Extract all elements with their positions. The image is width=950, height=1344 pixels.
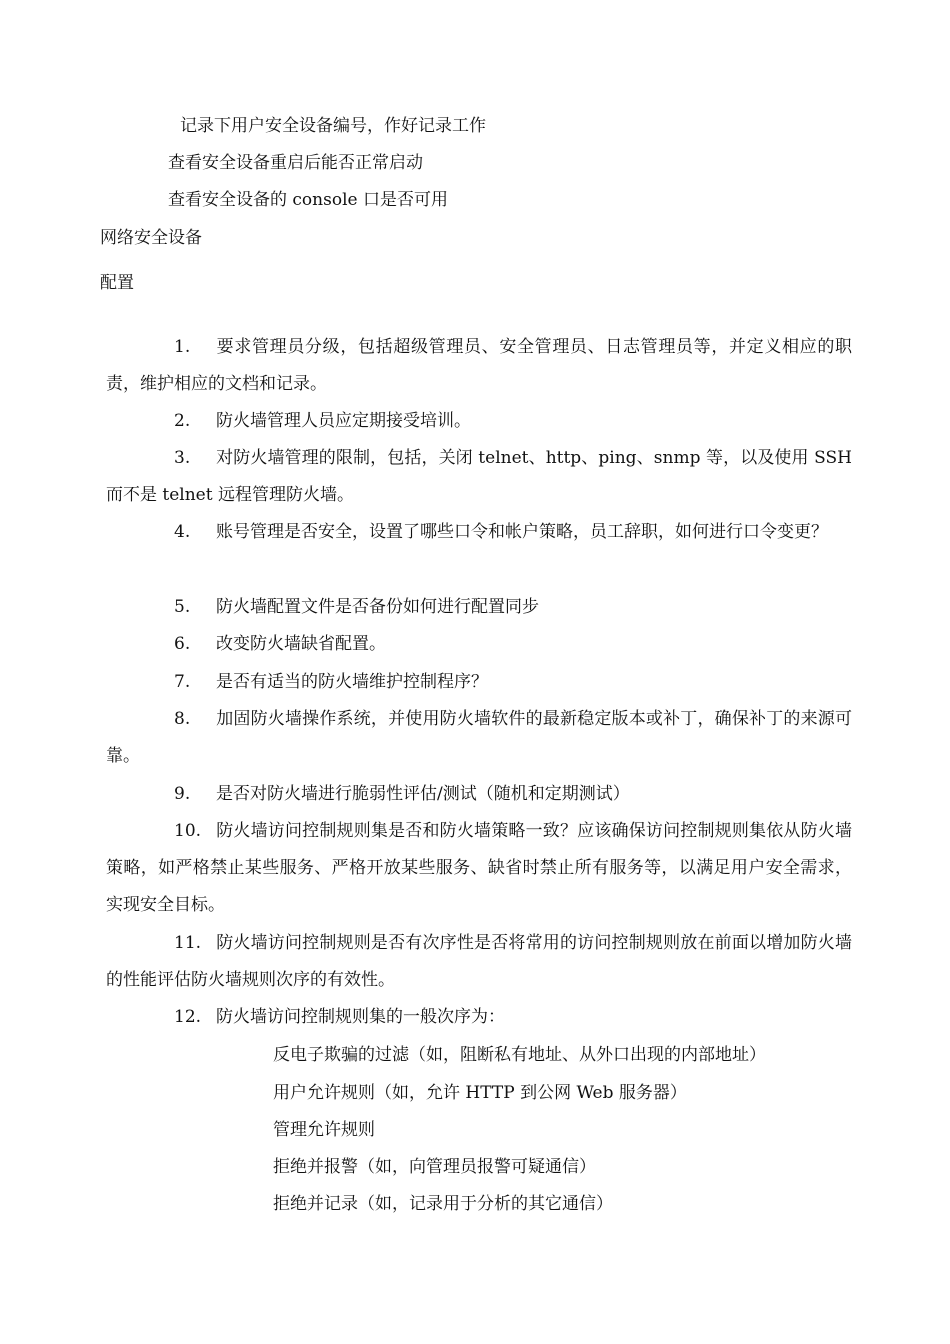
list-item-text: 对防火墙管理的限制，包括，关闭 telnet、http、ping、snmp 等，以及使用 SSH 而不是 telnet 远程管理防火墙。: [106, 448, 852, 505]
sub-item-5: 拒绝并记录（如，记录用于分析的其它通信）: [273, 1194, 613, 1214]
list-item-number: 1.: [174, 337, 191, 357]
list-item-text: 是否对防火墙进行脆弱性评估/测试（随机和定期测试）: [216, 784, 630, 804]
list-item-7: [106, 664, 852, 701]
list-item-12: [106, 999, 852, 1036]
list-item-text: 改变防火墙缺省配置。: [216, 634, 386, 654]
list-item-9: [106, 776, 852, 813]
list-item-number: 6.: [174, 634, 191, 654]
list-item-1: [106, 329, 852, 403]
sub-item-1: 反电子欺骗的过滤（如，阻断私有地址、从外口出现的内部地址）: [273, 1045, 766, 1065]
list-item-4: [106, 514, 852, 551]
list-item-10: [106, 813, 852, 924]
section-title: 网络安全设备: [100, 228, 202, 248]
list-item-text: 账号管理是否安全，设置了哪些口令和帐户策略，员工辞职，如何进行口令变更？: [216, 522, 828, 542]
list-item-3: [106, 440, 852, 514]
list-item-number: 11.: [174, 933, 202, 953]
list-item-text: 是否有适当的防火墙维护控制程序？: [216, 672, 488, 692]
list-item-text: 防火墙访问控制规则集是否和防火墙策略一致？应该确保访问控制规则集依从防火墙策略，如严格禁止某些服务、严格开放某些服务、缺省时禁止所有服务等，以满足用户安全需求，实现安全目标。: [106, 821, 852, 915]
list-item-text: 要求管理员分级，包括超级管理员、安全管理员、日志管理员等，并定义相应的职责，维护相应的文档和记录。: [106, 337, 852, 394]
intro-line-3: 查看安全设备的 console 口是否可用: [168, 190, 448, 210]
list-item-text: 防火墙配置文件是否备份如何进行配置同步: [216, 597, 539, 617]
list-item-5: [106, 589, 852, 626]
list-item-text: 防火墙访问控制规则是否有次序性是否将常用的访问控制规则放在前面以增加防火墙的性能评估防火墙规则次序的有效性。: [106, 933, 852, 990]
list-item-number: 8.: [174, 709, 191, 729]
list-item-number: 7.: [174, 672, 191, 692]
list-item-number: 4.: [174, 522, 191, 542]
list-item-2: [106, 403, 852, 440]
list-item-number: 9.: [174, 784, 191, 804]
intro-line-1: 记录下用户安全设备编号，作好记录工作: [180, 116, 486, 136]
sub-item-3: 管理允许规则: [273, 1120, 375, 1140]
list-item-number: 5.: [174, 597, 191, 617]
list-item-number: 10.: [174, 821, 202, 841]
list-item-text: 防火墙管理人员应定期接受培训。: [216, 411, 471, 431]
intro-line-2: 查看安全设备重启后能否正常启动: [168, 153, 423, 173]
list-item-6: [106, 626, 852, 663]
list-item-text: 加固防火墙操作系统，并使用防火墙软件的最新稳定版本或补丁，确保补丁的来源可靠。: [106, 709, 852, 766]
section-subtitle: 配置: [100, 273, 134, 293]
sub-item-4: 拒绝并报警（如，向管理员报警可疑通信）: [273, 1157, 596, 1177]
list-item-number: 3.: [174, 448, 191, 468]
list-item-11: [106, 925, 852, 999]
list-item-number: 2.: [174, 411, 191, 431]
list-item-text: 防火墙访问控制规则集的一般次序为：: [216, 1007, 505, 1027]
list-item-number: 12.: [174, 1007, 202, 1027]
list-item-8: [106, 701, 852, 775]
sub-item-2: 用户允许规则（如，允许 HTTP 到公网 Web 服务器）: [273, 1083, 687, 1103]
